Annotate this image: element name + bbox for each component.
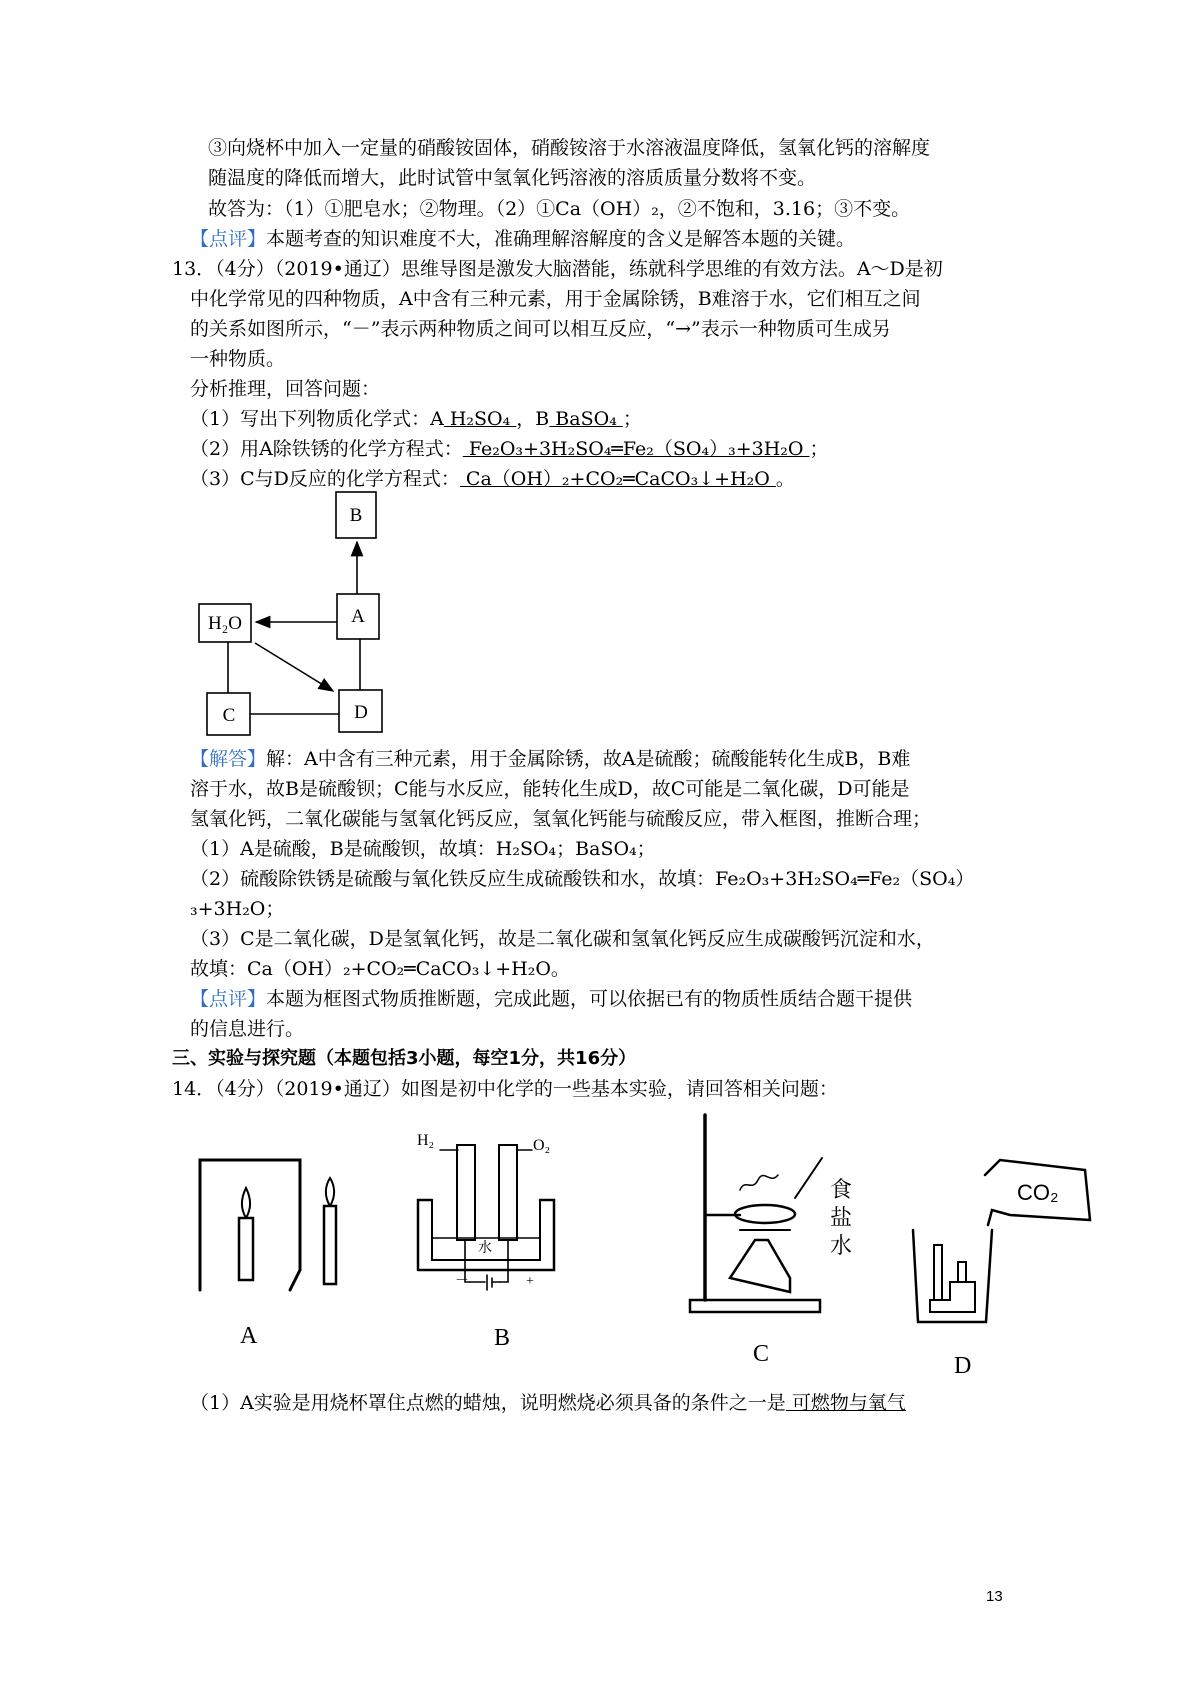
- answer-tag: 【解答】: [190, 748, 267, 770]
- answer-b: BaSO₄: [549, 408, 623, 430]
- question-13-part-2: [190, 437, 829, 461]
- comment-line: [190, 227, 855, 251]
- box-a: [337, 594, 379, 639]
- text-line: 随温度的降低而增大，此时试管中氢氧化钙溶液的溶质质量分数将不变。: [208, 167, 817, 189]
- part-text: ，B: [516, 408, 550, 430]
- answer-equation: Fe₂O₃+3H₂SO₄═Fe₂（SO₄）₃+3H₂O: [462, 438, 810, 460]
- text-line: ③向烧杯中加入一定量的硝酸铵固体，硝酸铵溶于水溶液温度降低，氢氧化钙的溶解度: [208, 137, 931, 159]
- answer-blank: 可燃物与氧气: [785, 1392, 906, 1414]
- figure-c-label: C: [753, 1341, 770, 1367]
- comment-line: 的信息进行。: [190, 1018, 305, 1040]
- answer-line: （3）C是二氧化碳，D是氢氧化钙，故是二氧化碳和氢氧化钙反应生成碳酸钙沉淀和水，: [190, 928, 935, 950]
- label-h2o: H₂O: [207, 613, 243, 634]
- minus-label: －: [455, 1274, 469, 1289]
- part-text: ；: [809, 438, 829, 460]
- salt-water-label: 盐: [830, 1205, 853, 1230]
- answer-line: 溶于水，故B是硫酸钡；C能与水反应，能转化生成D，故C可能是二氧化碳，D可能是: [190, 778, 910, 800]
- figure-d-label: D: [954, 1353, 972, 1379]
- part-text: （1）A实验是用烧杯罩住点燃的蜡烛，说明燃烧必须具备的条件之一是: [190, 1392, 786, 1414]
- label-c: C: [222, 705, 236, 726]
- question-13-line: 中化学常见的四种物质，A中含有三种元素，用于金属除锈，B难溶于水，它们相互之间: [190, 288, 921, 310]
- water-label: 水: [478, 1241, 492, 1256]
- answer-line: （1）A是硫酸，B是硫酸钡，故填：H₂SO₄；BaSO₄；: [190, 838, 656, 860]
- salt-water-label: 食: [830, 1177, 853, 1202]
- box-b: [336, 492, 376, 538]
- part-text: 。: [775, 468, 795, 490]
- co2-label: CO₂: [1017, 1180, 1059, 1205]
- comment-text: 本题为框图式物质推断题，完成此题，可以依据已有的物质性质结合题干提供: [266, 988, 913, 1010]
- h2-label: H₂: [417, 1132, 435, 1149]
- question-14-part-1: [190, 1391, 906, 1415]
- figure-c: [690, 1115, 822, 1312]
- answer-line: （2）硫酸除铁锈是硫酸与氧化铁反应生成硫酸铁和水，故填：Fe₂O₃+3H₂SO₄═Fe₂（SO₄）: [190, 868, 975, 890]
- comment-line: [190, 987, 912, 1011]
- question-13-line: 的关系如图所示，“－”表示两种物质之间可以相互反应，“→”表示一种物质可生成另: [190, 318, 891, 340]
- box-h2o: [199, 604, 251, 642]
- question-13-line: 13．（4分）（2019•通辽）思维导图是激发大脑潜能，练就科学思维的有效方法。A～D是初: [172, 258, 943, 280]
- label-a: A: [351, 606, 365, 627]
- question-13-part-1: [190, 407, 642, 431]
- page-number: 13: [986, 1588, 1003, 1605]
- arrow-h2o-to-d: [255, 643, 333, 691]
- answer-line: 故填：Ca（OH）₂+CO₂═CaCO₃↓+H₂O。: [190, 958, 570, 980]
- figure-d: [913, 1160, 1090, 1322]
- label-b: B: [349, 505, 363, 526]
- comment-text: 本题考查的知识难度不大，准确理解溶解度的含义是解答本题的关键。: [266, 228, 856, 250]
- part-text: （1）写出下列物质化学式：A: [190, 408, 444, 430]
- figure-a-label: A: [240, 1323, 258, 1349]
- text-line: 故答为：（1）①肥皂水；②物理。（2）①Ca（OH）₂，②不饱和，3.16；③不变。: [208, 198, 911, 220]
- box-d: [339, 690, 382, 732]
- answer-a: H₂SO₄: [443, 408, 517, 430]
- label-d: D: [354, 702, 368, 723]
- comment-tag: 【点评】: [190, 228, 267, 250]
- question-13-line: 分析推理，回答问题：: [190, 378, 381, 400]
- answer-line: 氢氧化钙，二氧化碳能与氢氧化钙反应，氢氧化钙能与硫酸反应，带入框图，推断合理；: [190, 808, 932, 830]
- figure-b-label: B: [494, 1325, 511, 1351]
- figure-a: [200, 1160, 336, 1290]
- question-14-line: 14．（4分）（2019•通辽）如图是初中化学的一些基本实验，请回答相关问题：: [172, 1078, 838, 1100]
- answer-equation: Ca（OH）₂+CO₂═CaCO₃↓+H₂O: [459, 468, 776, 490]
- part-text: （2）用A除铁锈的化学方程式：: [190, 438, 463, 460]
- part-text: （3）C与D反应的化学方程式：: [190, 468, 460, 490]
- figure-b: [418, 1145, 554, 1290]
- answer-line: ₃+3H₂O；: [190, 898, 285, 920]
- section-heading: 三、实验与探究题（本题包括3小题，每空1分，共16分）: [172, 1048, 637, 1069]
- comment-tag: 【点评】: [190, 988, 267, 1010]
- part-text: ；: [622, 408, 642, 430]
- box-c: [207, 693, 250, 735]
- question-13-line: 一种物质。: [190, 348, 286, 370]
- salt-water-label: 水: [830, 1233, 853, 1258]
- o2-label: O₂: [533, 1137, 551, 1154]
- answer-text: 解：A中含有三种元素，用于金属除锈，故A是硫酸；硫酸能转化生成B，B难: [266, 748, 911, 770]
- plus-label: +: [526, 1274, 534, 1289]
- answer-line: [190, 747, 910, 771]
- question-13-part-3: [190, 467, 795, 491]
